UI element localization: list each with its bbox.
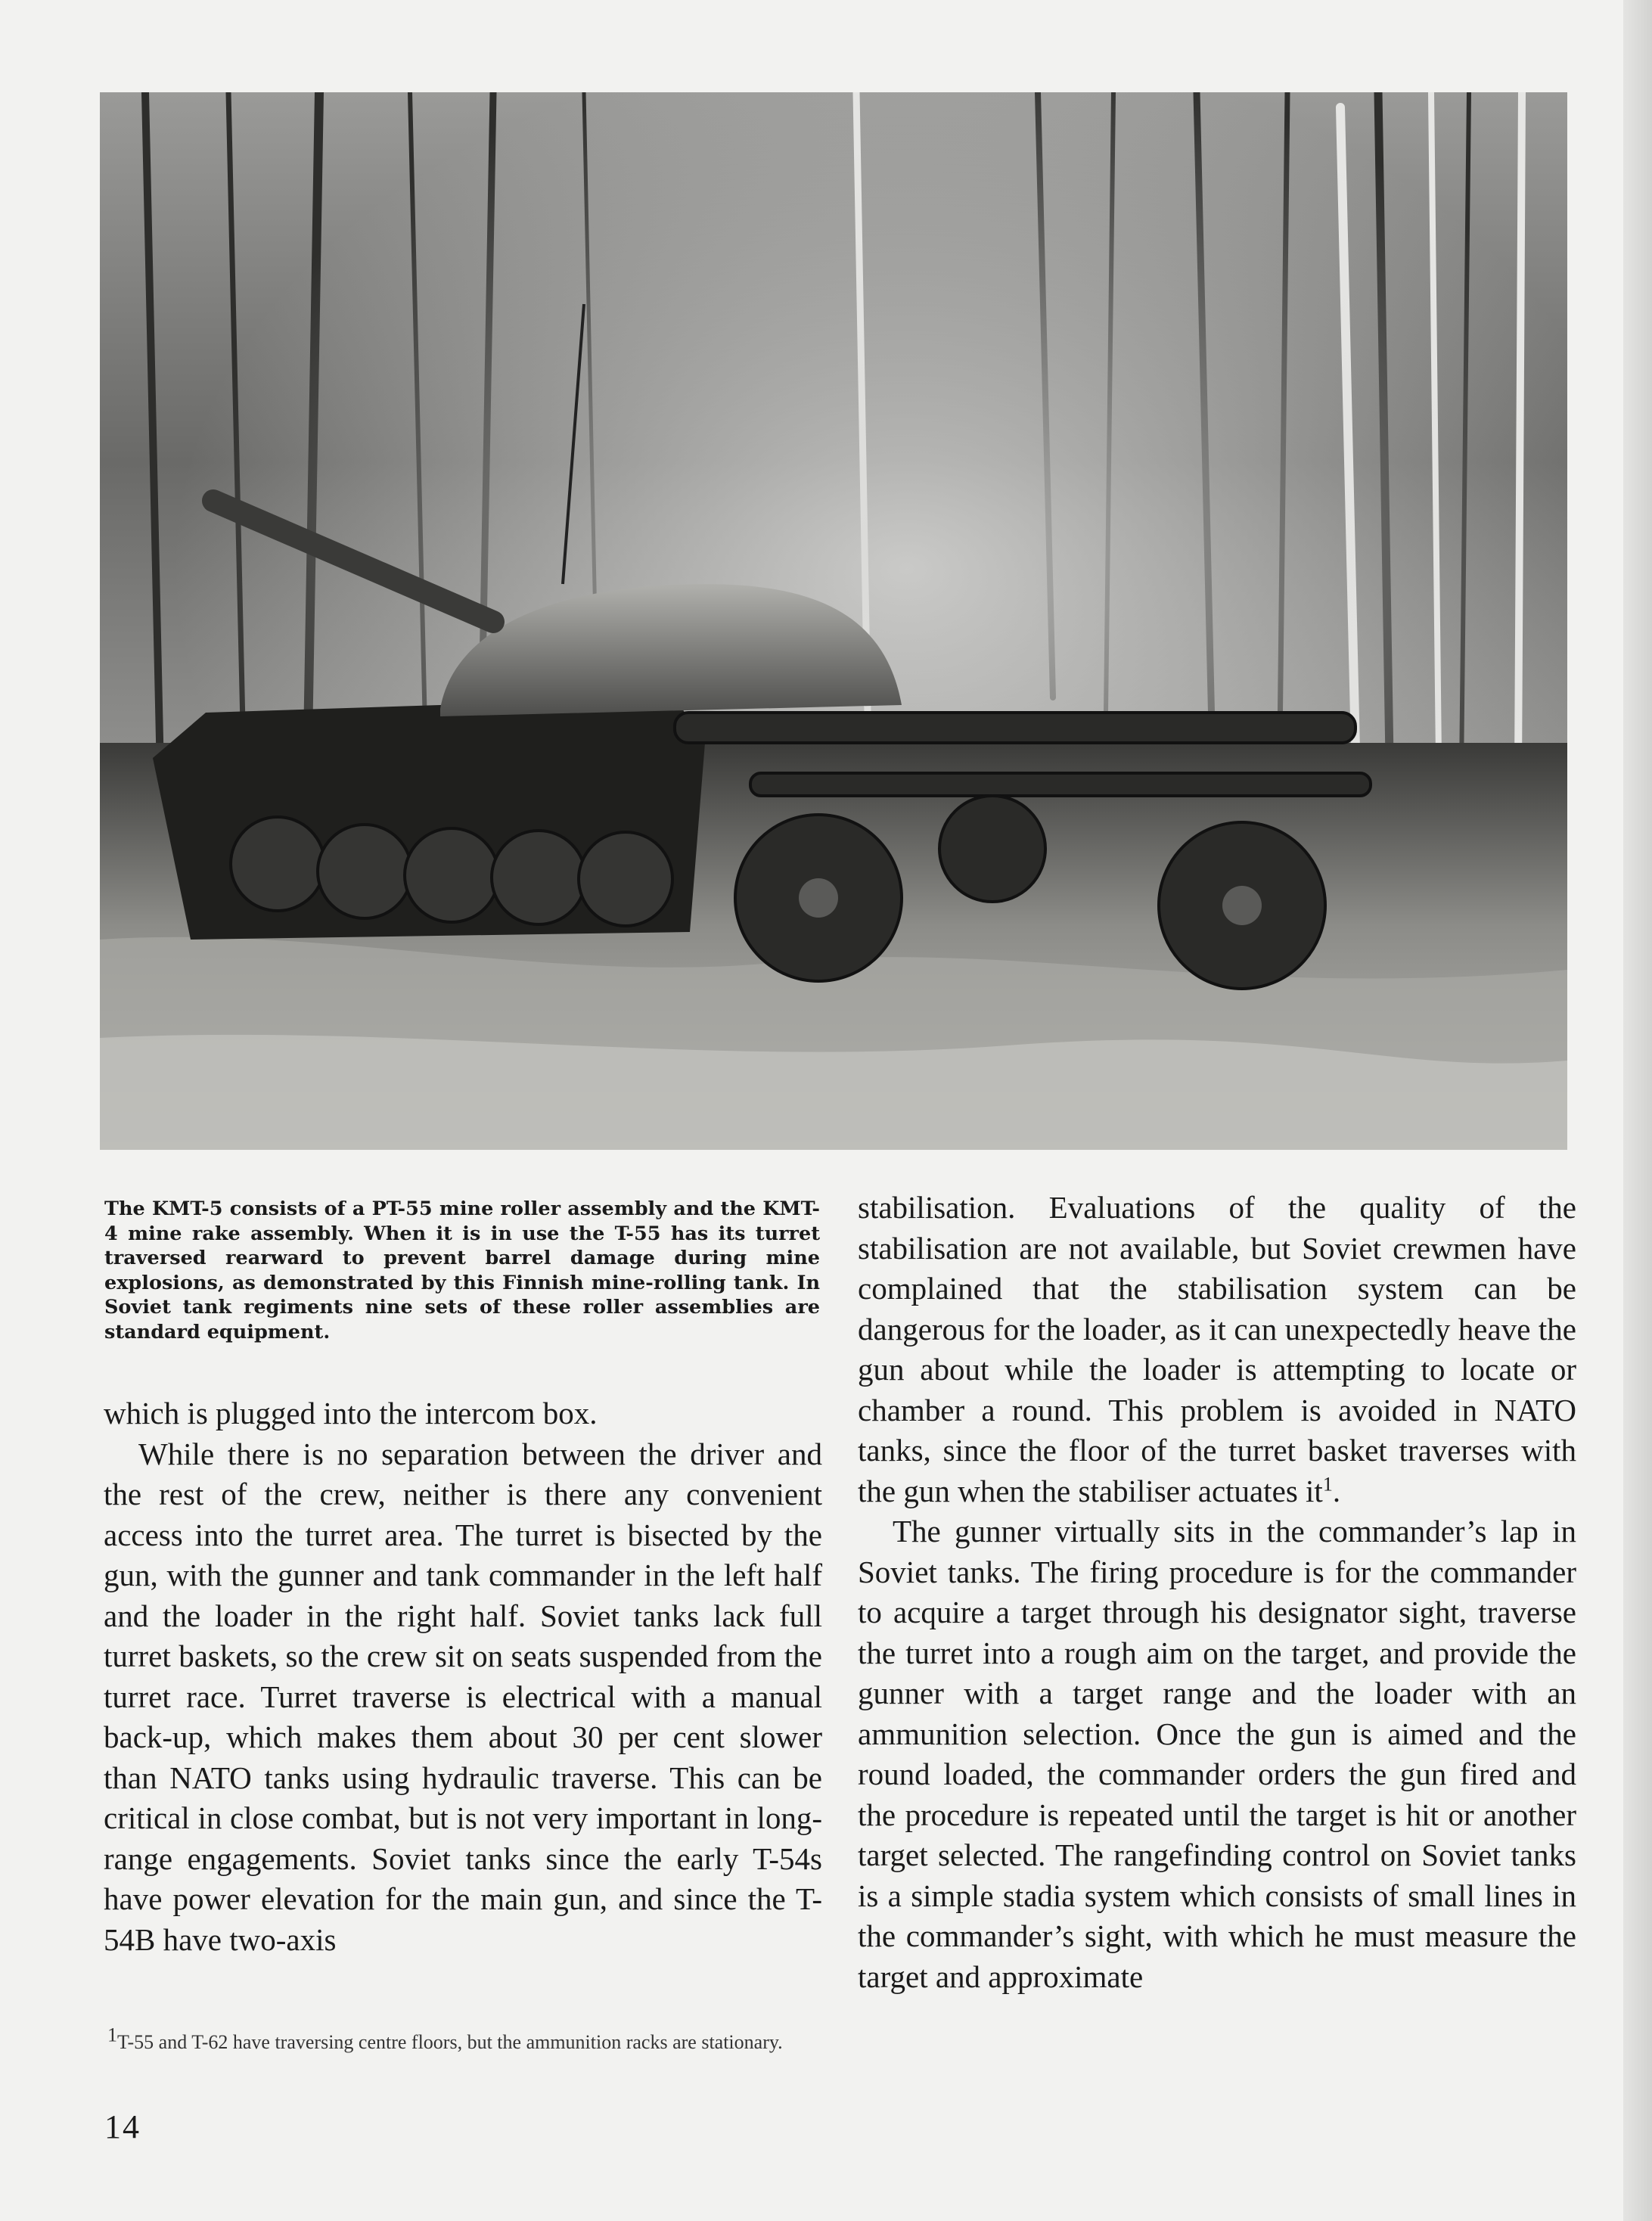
footnote-text: T-55 and T-62 have traversing centre floors, but the ammunition racks are stationary. bbox=[117, 2031, 783, 2053]
footnote bbox=[107, 2024, 821, 2055]
right-text-column bbox=[858, 1188, 1576, 1997]
footnote-reference: 1 bbox=[1322, 1472, 1333, 1495]
tank-photograph bbox=[100, 92, 1567, 1150]
page-edge-shadow bbox=[1623, 0, 1652, 2221]
right-paragraph-1 bbox=[858, 1188, 1576, 1511]
footnote-marker: 1 bbox=[107, 2024, 117, 2046]
photo-caption: The KMT-5 consists of a PT-55 mine roller assembly and the KMT-4 mine rake assembly. When it is in use the T-55 has its turret traversed rearward to prevent barrel damage during mine explosions, as demonstrated by this Finnish mine-rolling tank. In Soviet tank regiments nine sets of these roller assemblies are standard equipment. bbox=[104, 1197, 820, 1343]
left-paragraph-1: which is plugged into the intercom box. bbox=[104, 1396, 598, 1430]
right-paragraph-1-text: stabilisation. Evaluations of the quality of the stabilisation are not available, but Soviet crewmen have complained that the stabilisation system can be dangerous for the loader, as it can unexpectedly heave the gun about while the loader is attempting to locate or chamber a round. This problem is avoided in NATO tanks, since the floor of the turret basket traverses with the gun when the stabiliser actuates it bbox=[858, 1190, 1576, 1508]
right-paragraph-1-end: . bbox=[1332, 1473, 1341, 1508]
left-text-column bbox=[104, 1393, 822, 1960]
left-paragraph-2: While there is no separation between the driver and the rest of the crew, neither is there any convenient access into the turret area. The turret is bisected by the gun, with the gunner and tank commander in the left half and the loader in the right half. Soviet tanks lack full turret baskets, so the crew sit on seats suspended from the turret race. Turret traverse is electrical with a manual back-up, which makes them about 30 per cent slower than NATO tanks using hydraulic traverse. This can be critical in close combat, but is not very important in long-range engagements. Soviet tanks since the early T-54s have power elevation for the main gun, and since the T-54B have two-axis bbox=[104, 1436, 822, 1957]
tank-photograph-illustration bbox=[100, 92, 1567, 1150]
right-paragraph-2: The gunner virtually sits in the commander’s lap in Soviet tanks. The firing procedure is for the commander to acquire a target through his designator sight, traverse the turret into a rough aim on the target, and provide the gunner with a target range and the loader with an ammunition selection. Once the gun is aimed and the round loaded, the commander orders the gun fired and the procedure is repeated until the target is hit or another target selected. The rangefinding control on Soviet tanks is a simple stadia system which consists of small lines in the commander’s sight, with which he must measure the target and approximate bbox=[858, 1514, 1576, 1994]
page-number: 14 bbox=[104, 2108, 141, 2145]
